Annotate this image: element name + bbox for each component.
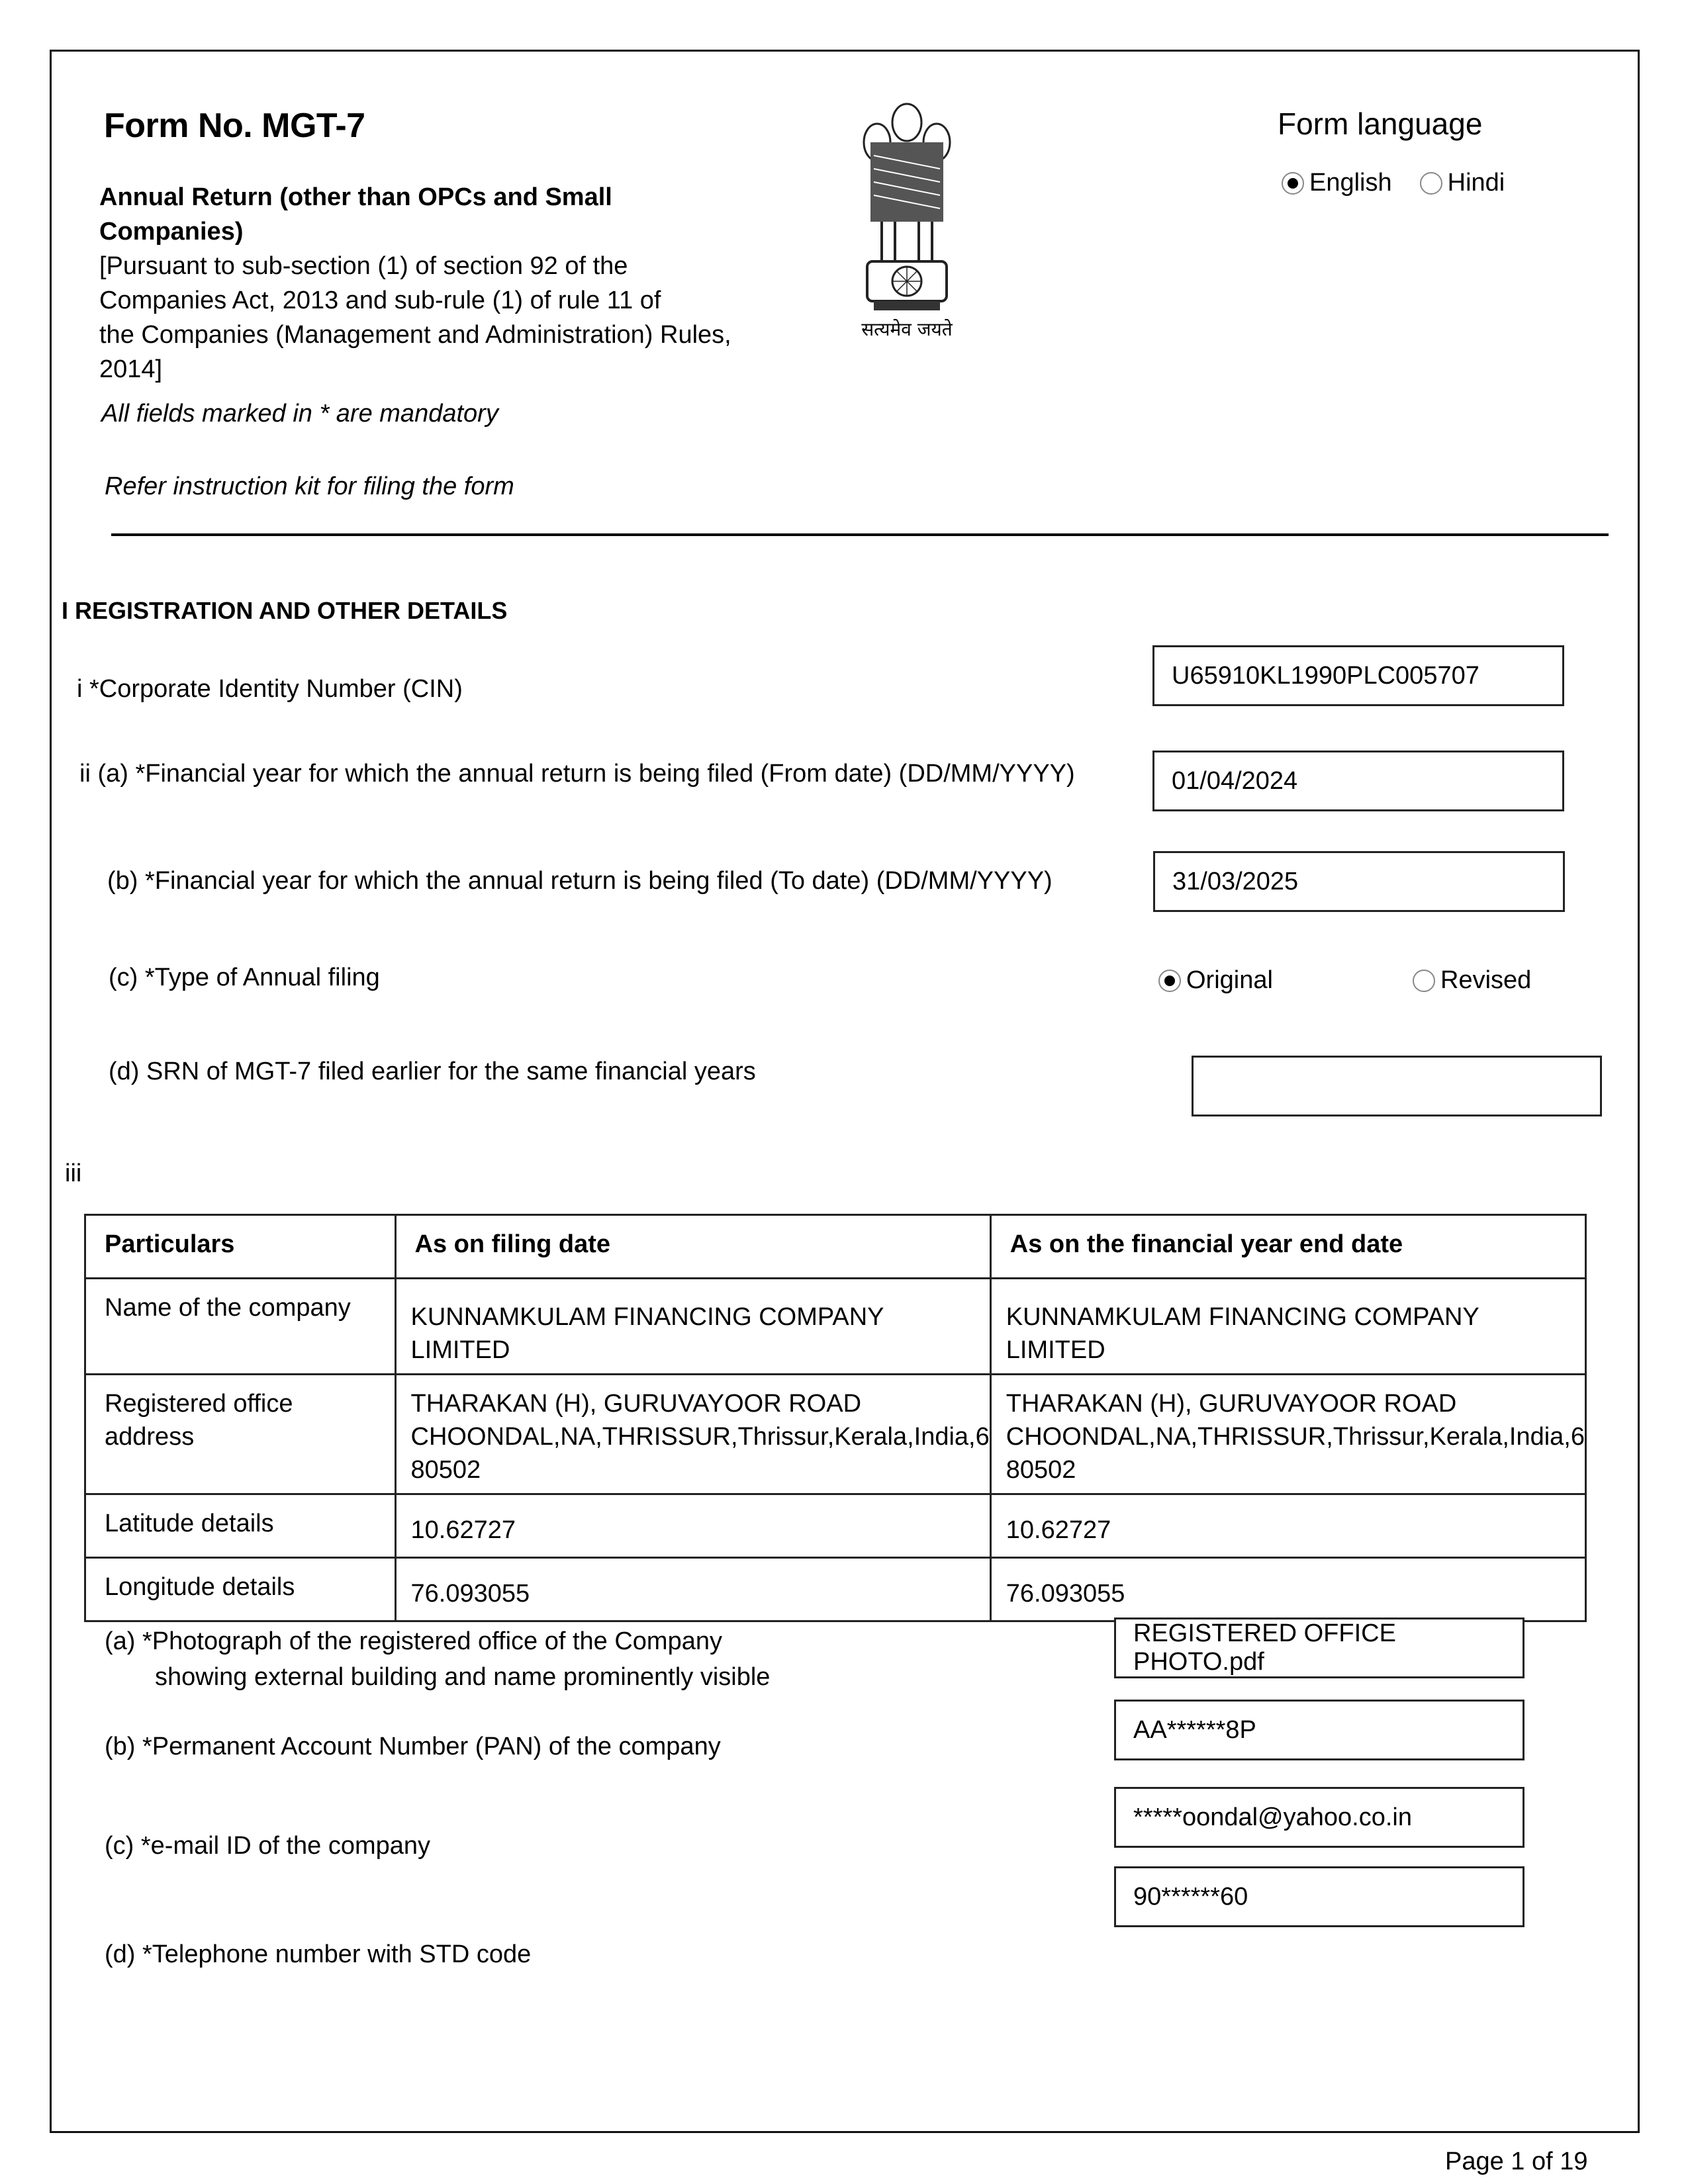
row-label: Name of the company xyxy=(85,1279,396,1375)
fy-to-value: 31/03/2025 xyxy=(1172,867,1299,895)
pan-field[interactable] xyxy=(1114,1700,1524,1760)
address-line-2: CHOONDAL,NA,THRISSUR,Thrissur,Kerala,India,6 xyxy=(410,1423,990,1451)
address-filing xyxy=(395,1375,990,1494)
radio-hindi-label: Hindi xyxy=(1447,169,1505,197)
header-particulars: Particulars xyxy=(85,1215,396,1279)
phone-label: (d) *Telephone number with STD code xyxy=(105,1940,532,1968)
form-subtitle xyxy=(99,180,761,387)
radio-english[interactable] xyxy=(1282,172,1304,195)
fy-from-label: ii (a) *Financial year for which the annual return is being filed (From date) (DD/MM/YYYY) xyxy=(79,760,1075,788)
table-header-row xyxy=(85,1215,1586,1279)
phone-field[interactable] xyxy=(1114,1866,1524,1927)
pursuant-line-2: Companies Act, 2013 and sub-rule (1) of rule 11 of xyxy=(99,287,661,314)
company-name-fy-end: KUNNAMKULAM FINANCING COMPANY LIMITED xyxy=(990,1279,1585,1375)
item-iii-label: iii xyxy=(65,1160,82,1187)
address-line-1: THARAKAN (H), GURUVAYOOR ROAD xyxy=(410,1390,862,1418)
filing-type-label: (c) *Type of Annual filing xyxy=(109,964,380,991)
srn-field[interactable] xyxy=(1192,1056,1602,1116)
photo-value: REGISTERED OFFICE PHOTO.pdf xyxy=(1133,1619,1396,1676)
phone-value: 90******60 xyxy=(1133,1882,1248,1911)
address-line-3: 80502 xyxy=(410,1456,481,1484)
emblem-motto: सत्यमेव जयते xyxy=(861,318,953,340)
address-line-2: CHOONDAL,NA,THRISSUR,Thrissur,Kerala,India,6 xyxy=(1006,1423,1585,1451)
subtitle-line-2: Companies) xyxy=(99,218,244,246)
pursuant-line-4: 2014] xyxy=(99,355,163,383)
pan-value: AA******8P xyxy=(1133,1715,1256,1744)
form-language-title: Form language xyxy=(1278,107,1483,141)
photo-label xyxy=(105,1623,770,1695)
section-heading: I REGISTRATION AND OTHER DETAILS xyxy=(62,597,508,624)
radio-original-label: Original xyxy=(1186,966,1273,994)
fy-to-field[interactable] xyxy=(1153,851,1565,912)
filing-type-revised-option xyxy=(1413,966,1531,995)
fy-from-field[interactable] xyxy=(1152,751,1564,811)
header-fy-end-date: As on the financial year end date xyxy=(990,1215,1585,1279)
cin-label: i *Corporate Identity Number (CIN) xyxy=(77,675,463,703)
longitude-fy-end: 76.093055 xyxy=(990,1558,1585,1621)
row-label: Registered office address xyxy=(85,1375,396,1494)
latitude-fy-end: 10.62727 xyxy=(990,1494,1585,1558)
email-value: *****oondal@yahoo.co.in xyxy=(1133,1803,1412,1831)
address-line-3: 80502 xyxy=(1006,1456,1076,1484)
radio-revised-label: Revised xyxy=(1440,966,1532,994)
page-number: Page 1 of 19 xyxy=(1445,2148,1588,2175)
radio-english-label: English xyxy=(1309,169,1392,197)
form-title: Form No. MGT-7 xyxy=(104,107,365,145)
pursuant-line-1: [Pursuant to sub-section (1) of section 92 of the xyxy=(99,252,628,280)
photo-label-line-2: showing external building and name prominently visible xyxy=(155,1663,771,1691)
table-row xyxy=(85,1494,1586,1558)
cin-value: U65910KL1990PLC005707 xyxy=(1172,661,1479,690)
instruction-note: Refer instruction kit for filing the form xyxy=(105,473,514,500)
cin-field[interactable] xyxy=(1152,645,1564,706)
radio-revised[interactable] xyxy=(1413,970,1435,992)
radio-original[interactable] xyxy=(1158,970,1181,992)
srn-label: (d) SRN of MGT-7 filed earlier for the same financial years xyxy=(109,1058,756,1085)
photo-label-line-1: (a) *Photograph of the registered office of the Company xyxy=(105,1627,722,1655)
company-details-table xyxy=(84,1214,1587,1622)
row-label: Longitude details xyxy=(85,1558,396,1621)
table-row xyxy=(85,1375,1586,1494)
subtitle-line-1: Annual Return (other than OPCs and Small xyxy=(99,183,612,211)
photo-attachment-field[interactable] xyxy=(1114,1617,1524,1678)
latitude-filing: 10.62727 xyxy=(395,1494,990,1558)
national-emblem-icon xyxy=(841,96,973,347)
mandatory-note: All fields marked in * are mandatory xyxy=(101,400,498,428)
pursuant-line-3: the Companies (Management and Administration) Rules, xyxy=(99,321,731,349)
email-field[interactable] xyxy=(1114,1787,1524,1848)
table-row xyxy=(85,1279,1586,1375)
email-label: (c) *e-mail ID of the company xyxy=(105,1832,431,1860)
header-filing-date: As on filing date xyxy=(395,1215,990,1279)
company-name-filing: KUNNAMKULAM FINANCING COMPANY LIMITED xyxy=(395,1279,990,1375)
fy-to-label: (b) *Financial year for which the annual return is being filed (To date) (DD/MM/YYYY) xyxy=(107,867,1053,895)
fy-from-value: 01/04/2024 xyxy=(1172,766,1298,795)
filing-type-options xyxy=(1158,966,1273,995)
table-row xyxy=(85,1558,1586,1621)
header-divider xyxy=(111,533,1609,536)
row-label: Latitude details xyxy=(85,1494,396,1558)
address-fy-end xyxy=(990,1375,1585,1494)
pan-label: (b) *Permanent Account Number (PAN) of the company xyxy=(105,1733,721,1760)
longitude-filing: 76.093055 xyxy=(395,1558,990,1621)
radio-hindi[interactable] xyxy=(1420,172,1442,195)
form-language-options xyxy=(1282,169,1505,197)
address-line-1: THARAKAN (H), GURUVAYOOR ROAD xyxy=(1006,1390,1457,1418)
